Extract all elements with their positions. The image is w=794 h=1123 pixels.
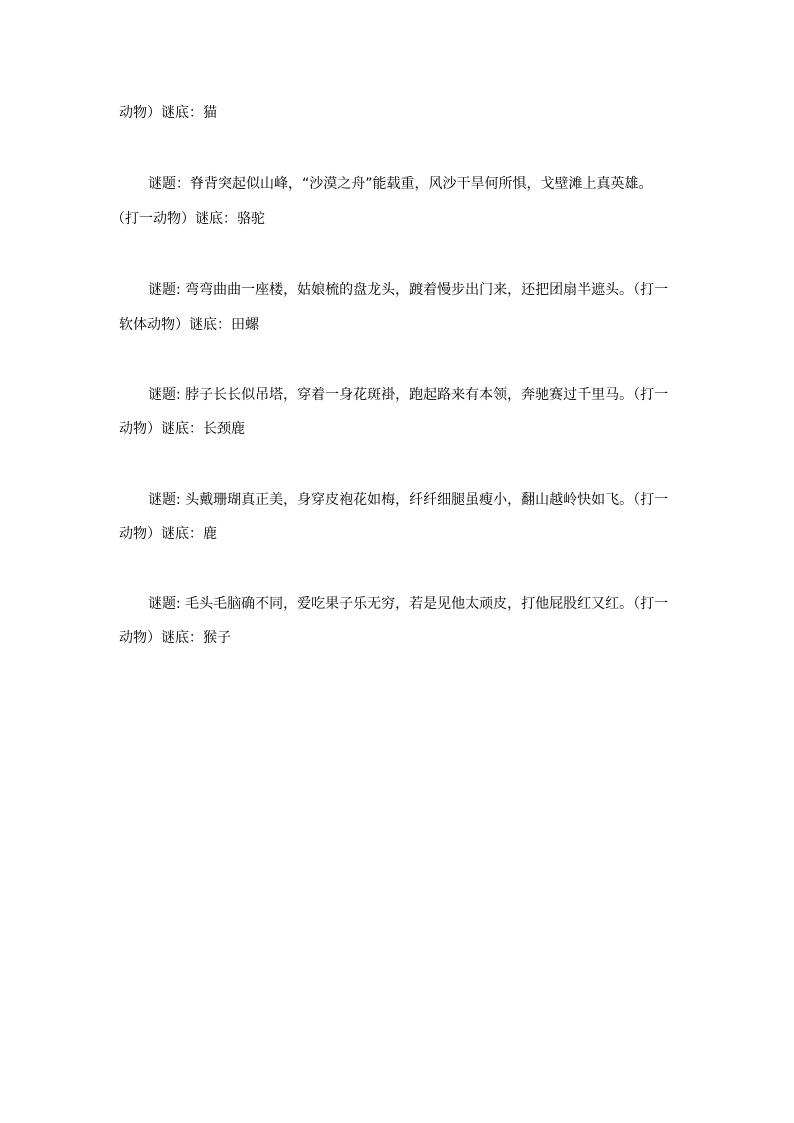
riddle-answer-line-snail: 软体动物）谜底：田螺 [119, 317, 259, 333]
riddle-answer-line-deer: 动物）谜底：鹿 [119, 526, 217, 542]
riddle-answer-line-camel: （打一动物）谜底：骆驼 [111, 211, 265, 227]
riddle-question-monkey: 谜题: 毛头毛脑确不同，爱吃果子乐无穷，若是见他太顽皮，打他屁股红又红。（打一 [148, 596, 669, 612]
riddle-question-deer: 谜题: 头戴珊瑚真正美，身穿皮袍花如梅，纤纤细腿虽瘦小，翻山越岭快如飞。（打一 [148, 492, 669, 508]
riddle-question-snail: 谜题: 弯弯曲曲一座楼，姑娘梳的盘龙头，踱着慢步出门来，还把团扇半遮头。（打一 [148, 282, 669, 298]
riddle-question-giraffe: 谜题: 脖子长长似吊塔，穿着一身花斑褂，跑起路来有本领，奔驰赛过千里马。（打一 [148, 387, 669, 403]
riddle-question-camel: 谜题：脊背突起似山峰，“沙漠之舟”能载重，风沙干旱何所惧，戈壁滩上真英雄。 [148, 176, 653, 192]
riddle-answer-line-cat: 动物）谜底：猫 [119, 105, 217, 121]
riddle-answer-line-giraffe: 动物）谜底：长颈鹿 [119, 421, 245, 437]
riddle-answer-line-monkey: 动物）谜底：猴子 [119, 630, 231, 646]
